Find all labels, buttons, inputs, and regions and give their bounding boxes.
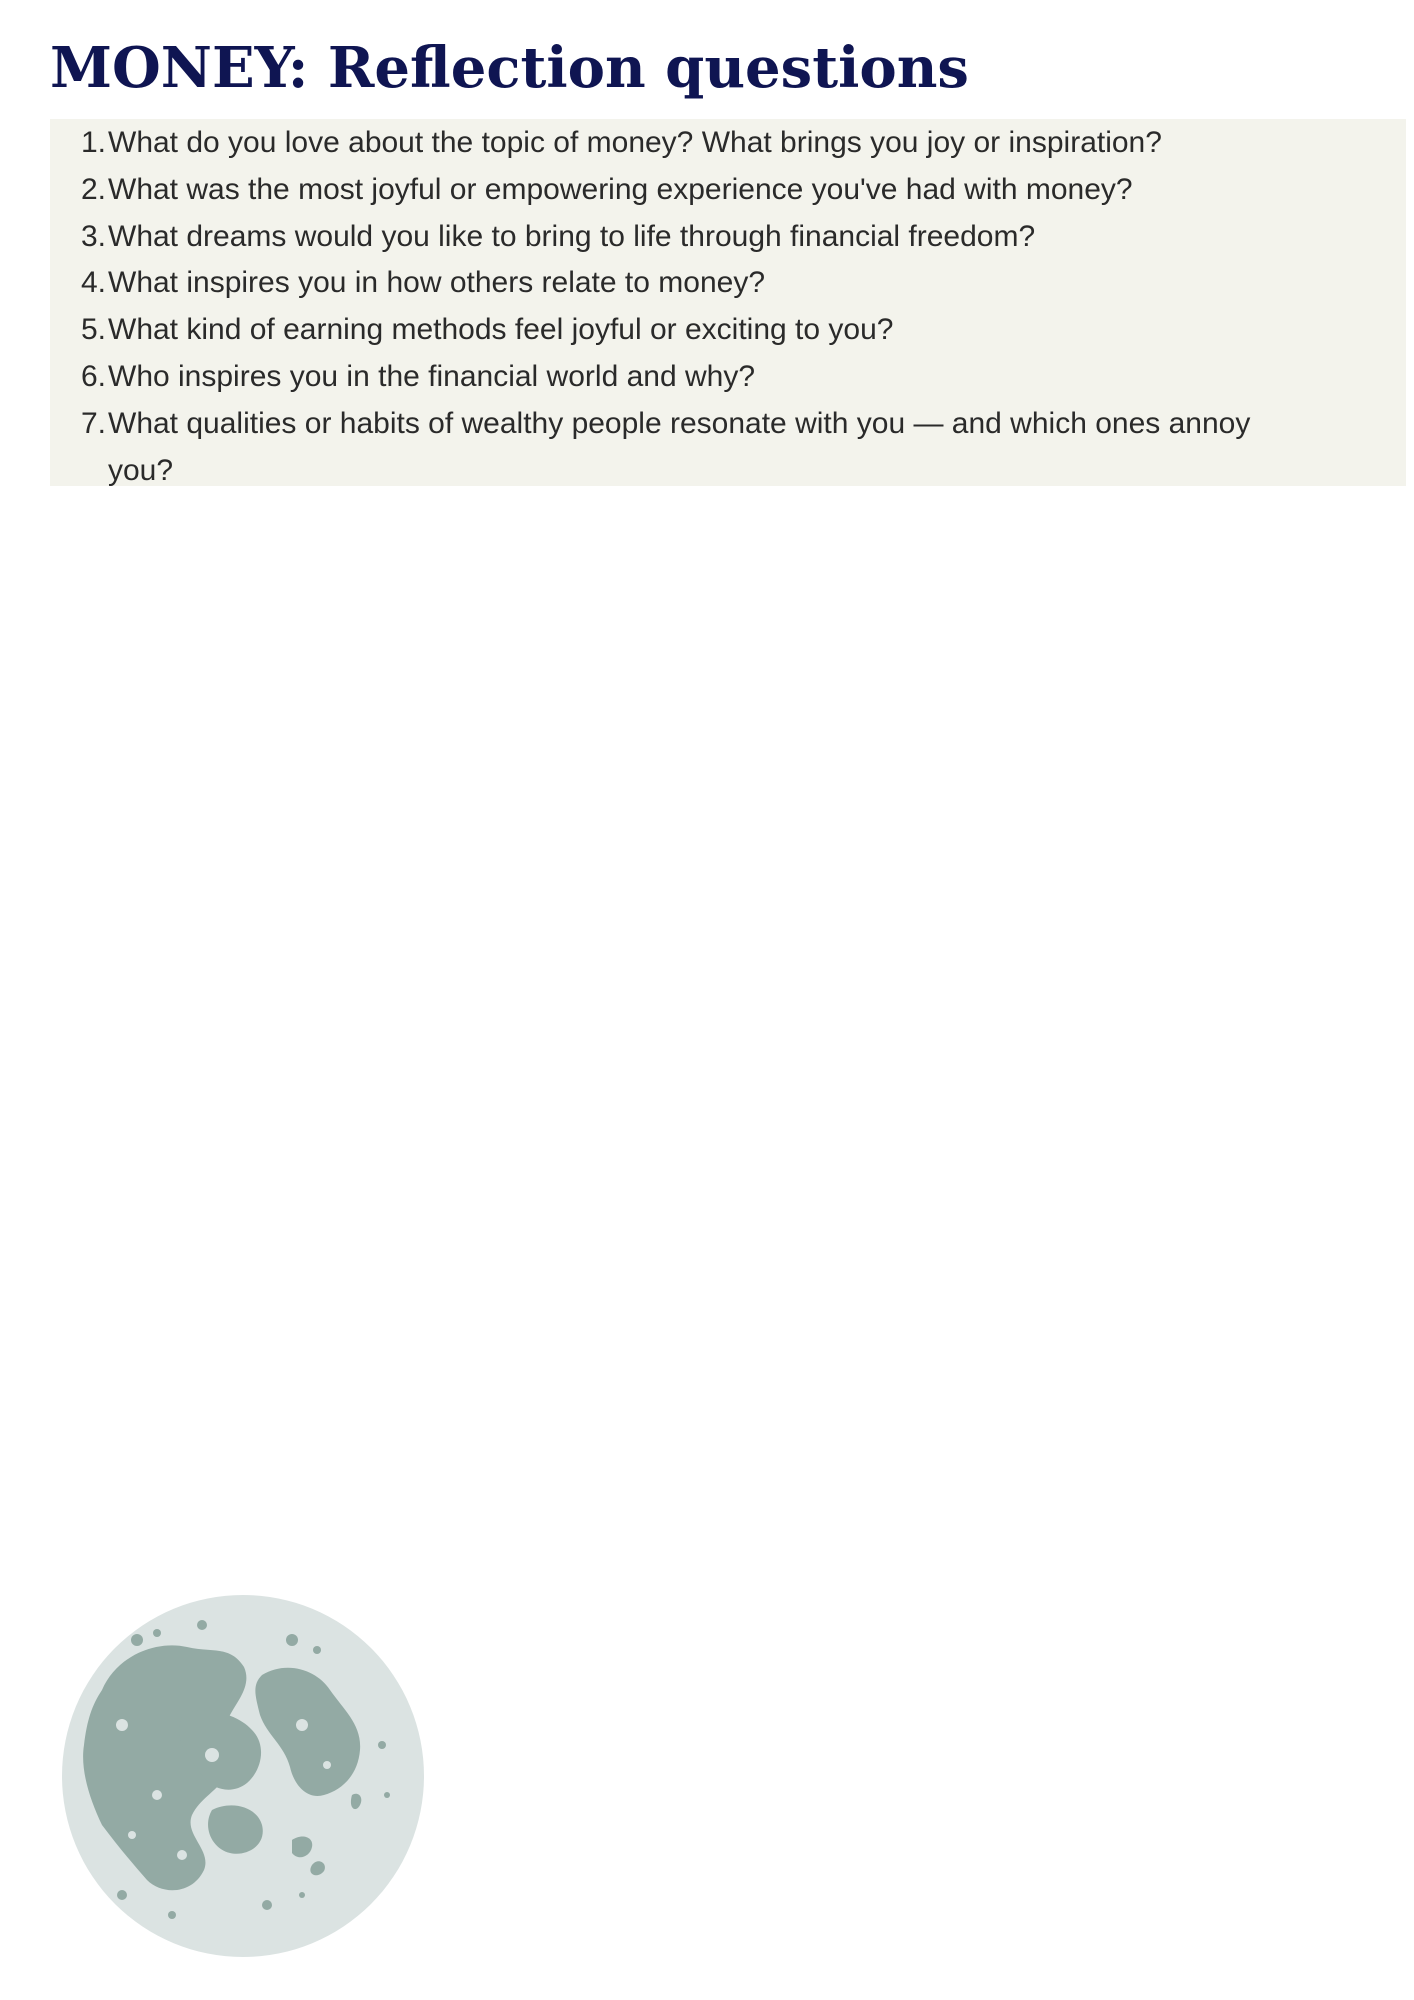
question-item-7: [50, 400, 1380, 494]
question-number: 7.: [80, 407, 106, 440]
question-number: 4.: [80, 266, 106, 299]
question-number: 5.: [80, 313, 106, 346]
questions-panel: [50, 119, 1406, 486]
moon-icon: [62, 1595, 424, 1957]
question-item-5: [50, 306, 1380, 353]
question-text: Who inspires you in the financial world and why?: [108, 360, 756, 393]
question-item-3: [50, 213, 1380, 260]
question-number: 2.: [80, 173, 106, 206]
page-title: MONEY: Reflection questions: [50, 35, 969, 101]
question-text: What dreams would you like to bring to life through financial freedom?: [108, 220, 1036, 253]
question-number: 3.: [80, 220, 106, 253]
question-item-4: [50, 259, 1380, 306]
question-text: What kind of earning methods feel joyful or exciting to you?: [108, 313, 894, 346]
question-text: What inspires you in how others relate to money?: [108, 266, 765, 299]
question-text: What do you love about the topic of money? What brings you joy or inspiration?: [108, 126, 1162, 159]
question-item-6: [50, 353, 1380, 400]
question-text: What qualities or habits of wealthy people resonate with you — and which ones annoy: [108, 407, 1251, 440]
question-item-2: [50, 166, 1380, 213]
question-item-1: [50, 119, 1380, 166]
question-text-continued: you?: [108, 454, 174, 487]
question-text: What was the most joyful or empowering experience you've had with money?: [108, 173, 1133, 206]
question-number: 1.: [80, 126, 106, 159]
question-number: 6.: [80, 360, 106, 393]
